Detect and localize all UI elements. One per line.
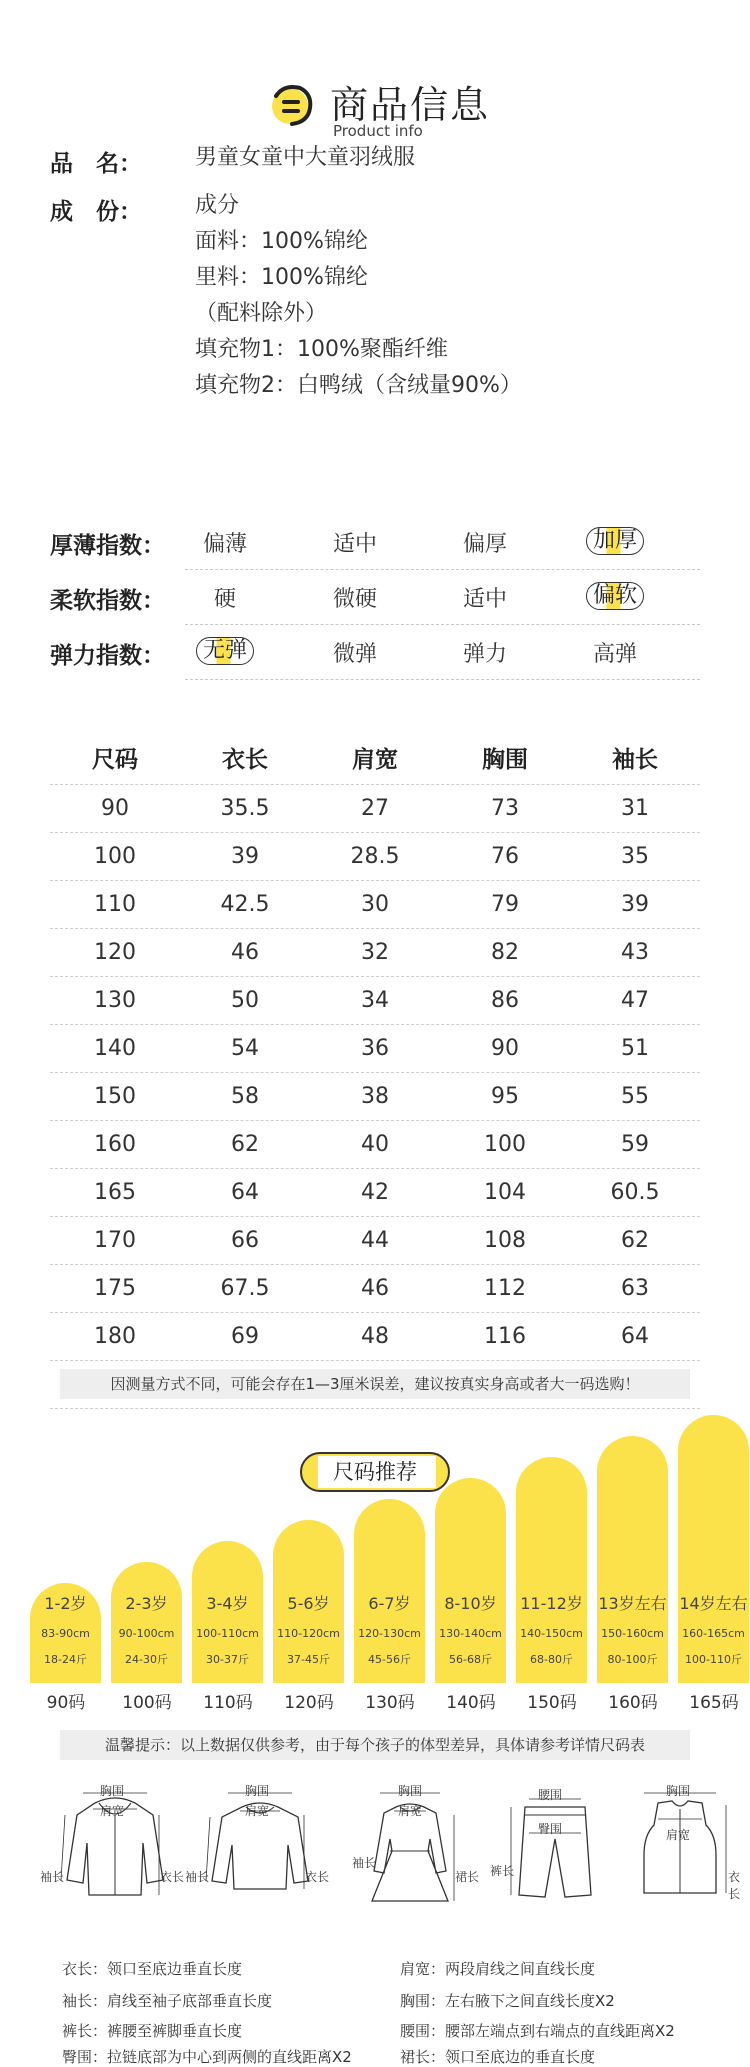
vest-chest-label: 胸围 bbox=[666, 1784, 691, 1798]
composition-line: 里料：100%锦纶 bbox=[195, 265, 368, 290]
composition-line: 填充物1：100%聚酯纤维 bbox=[195, 337, 448, 362]
sweater-chest-label: 胸围 bbox=[245, 1784, 270, 1798]
table-row bbox=[50, 833, 700, 881]
table-row bbox=[50, 1169, 700, 1217]
table-cell: 46 bbox=[361, 1276, 389, 1301]
bar-age-label: 11-12岁 bbox=[520, 1594, 583, 1613]
table-cell: 54 bbox=[231, 1036, 259, 1061]
bar-weight-label: 24-30斤 bbox=[125, 1653, 168, 1666]
bar-height-label: 160-165cm bbox=[682, 1627, 745, 1640]
size-table bbox=[50, 725, 700, 1361]
table-cell: 40 bbox=[361, 1132, 389, 1157]
bar-size-code: 100码 bbox=[122, 1693, 172, 1713]
bar-height-label: 90-100cm bbox=[118, 1627, 175, 1640]
legend-item: 腰围：腰部左端点到右端点的直线距离X2 bbox=[400, 2022, 675, 2040]
elasticity-index-row bbox=[50, 625, 700, 680]
index-option: 适中 bbox=[332, 532, 377, 557]
legend-item: 胸围：左右腋下之间直线长度X2 bbox=[400, 1992, 615, 2010]
table-cell: 120 bbox=[94, 940, 136, 965]
bar-size-code: 120码 bbox=[284, 1693, 334, 1713]
table-row bbox=[50, 785, 700, 833]
index-label: 厚薄指数： bbox=[50, 533, 165, 559]
table-cell: 100 bbox=[484, 1132, 526, 1157]
table-cell: 62 bbox=[231, 1132, 259, 1157]
table-cell: 59 bbox=[621, 1132, 649, 1157]
table-cell: 69 bbox=[231, 1324, 259, 1349]
table-cell: 34 bbox=[361, 988, 389, 1013]
divider bbox=[50, 1408, 700, 1409]
table-cell: 64 bbox=[621, 1324, 649, 1349]
jacket-sleeve-label: 袖长 bbox=[40, 1870, 65, 1884]
table-cell: 73 bbox=[491, 796, 519, 821]
table-row bbox=[50, 1265, 700, 1313]
composition-line: （配料除外） bbox=[195, 301, 328, 326]
pants-diagram bbox=[495, 1785, 615, 1915]
table-cell: 110 bbox=[94, 892, 136, 917]
bar-height-label: 110-120cm bbox=[277, 1627, 340, 1640]
bar-age-label: 6-7岁 bbox=[368, 1594, 411, 1613]
table-cell: 180 bbox=[94, 1324, 136, 1349]
table-cell: 55 bbox=[621, 1084, 649, 1109]
table-row bbox=[50, 1073, 700, 1121]
pants-length-label: 裤长 bbox=[490, 1864, 515, 1878]
warm-tip: 温馨提示：以上数据仅供参考，由于每个孩子的体型差异，具体请参考详情尺码表 bbox=[60, 1730, 690, 1760]
jacket-length-label: 衣长 bbox=[160, 1870, 185, 1884]
bar-size-code: 150码 bbox=[527, 1693, 577, 1713]
index-option-selected: 加厚 bbox=[565, 527, 665, 555]
dress-length-label: 裙长 bbox=[455, 1870, 480, 1884]
bar-weight-label: 30-37斤 bbox=[206, 1653, 249, 1666]
table-cell: 60.5 bbox=[610, 1180, 660, 1205]
table-cell: 112 bbox=[484, 1276, 526, 1301]
table-row bbox=[50, 929, 700, 977]
legend-item: 袖长：肩线至袖子底部垂直长度 bbox=[62, 1992, 273, 2010]
size-bar bbox=[192, 1541, 263, 1683]
table-cell: 130 bbox=[94, 988, 136, 1013]
column-header: 胸围 bbox=[482, 747, 528, 773]
column-header: 袖长 bbox=[612, 747, 658, 773]
bar-age-label: 2-3岁 bbox=[125, 1594, 168, 1613]
measurement-notice: 因测量方式不同，可能会存在1—3厘米误差，建议按真实身高或者大一码选购！ bbox=[60, 1369, 690, 1399]
legend-item: 肩宽：两段肩线之间直线长度 bbox=[400, 1960, 596, 1978]
size-bar bbox=[30, 1583, 101, 1683]
sweater-length-label: 衣长 bbox=[305, 1870, 330, 1884]
size-table-body bbox=[50, 785, 700, 1361]
table-cell: 62 bbox=[621, 1228, 649, 1253]
table-cell: 30 bbox=[361, 892, 389, 917]
table-cell: 86 bbox=[491, 988, 519, 1013]
table-row bbox=[50, 1313, 700, 1361]
index-option-selected: 偏软 bbox=[565, 582, 665, 610]
composition-line: 面料：100%锦纶 bbox=[195, 229, 368, 254]
bar-weight-label: 18-24斤 bbox=[44, 1653, 87, 1666]
page-title: 商品信息 bbox=[330, 83, 491, 127]
index-option: 偏厚 bbox=[462, 532, 507, 557]
product-name-value: 男童女童中大童羽绒服 bbox=[195, 145, 416, 170]
index-option: 高弹 bbox=[592, 642, 637, 667]
table-cell: 116 bbox=[484, 1324, 526, 1349]
table-row bbox=[50, 1025, 700, 1073]
table-cell: 35 bbox=[621, 844, 649, 869]
vest-diagram bbox=[620, 1785, 740, 1915]
index-option: 微弹 bbox=[332, 642, 377, 667]
column-header: 尺码 bbox=[92, 747, 138, 773]
jacket-shoulder-label: 肩宽 bbox=[100, 1804, 125, 1818]
vest-shoulder-label: 肩宽 bbox=[666, 1828, 691, 1842]
sweater-sleeve-label: 袖长 bbox=[185, 1870, 210, 1884]
table-cell: 51 bbox=[621, 1036, 649, 1061]
bar-weight-label: 80-100斤 bbox=[607, 1653, 658, 1666]
bar-weight-label: 45-56斤 bbox=[368, 1653, 411, 1666]
bar-age-label: 14岁左右 bbox=[679, 1594, 748, 1613]
bar-height-label: 150-160cm bbox=[601, 1627, 664, 1640]
column-header: 肩宽 bbox=[352, 747, 398, 773]
bar-size-code: 110码 bbox=[203, 1693, 253, 1713]
table-row bbox=[50, 1217, 700, 1265]
size-bar bbox=[435, 1478, 506, 1683]
jacket-chest-label: 胸围 bbox=[100, 1784, 125, 1798]
bar-age-label: 13岁左右 bbox=[598, 1594, 667, 1613]
thickness-index-row bbox=[50, 515, 700, 570]
table-cell: 46 bbox=[231, 940, 259, 965]
table-cell: 36 bbox=[361, 1036, 389, 1061]
bar-age-label: 1-2岁 bbox=[44, 1594, 87, 1613]
size-bar bbox=[516, 1457, 587, 1683]
product-info-icon bbox=[268, 82, 316, 130]
table-cell: 58 bbox=[231, 1084, 259, 1109]
bar-weight-label: 37-45斤 bbox=[287, 1653, 330, 1666]
dress-shoulder-label: 肩宽 bbox=[398, 1804, 423, 1818]
index-option: 偏薄 bbox=[202, 532, 247, 557]
table-cell: 108 bbox=[484, 1228, 526, 1253]
bar-height-label: 100-110cm bbox=[196, 1627, 259, 1640]
table-cell: 140 bbox=[94, 1036, 136, 1061]
table-cell: 63 bbox=[621, 1276, 649, 1301]
table-cell: 43 bbox=[621, 940, 649, 965]
table-cell: 76 bbox=[491, 844, 519, 869]
legend-item: 臀围：拉链底部为中心到两侧的直线距离X2 bbox=[62, 2048, 352, 2066]
bar-height-label: 83-90cm bbox=[41, 1627, 90, 1640]
index-label: 柔软指数： bbox=[50, 588, 165, 614]
composition-line: 填充物2：白鸭绒（含绒量90%） bbox=[195, 373, 522, 398]
index-option-selected: 无弹 bbox=[175, 637, 275, 665]
table-cell: 165 bbox=[94, 1180, 136, 1205]
bar-height-label: 120-130cm bbox=[358, 1627, 421, 1640]
table-cell: 95 bbox=[491, 1084, 519, 1109]
dress-chest-label: 胸围 bbox=[398, 1784, 423, 1798]
table-cell: 39 bbox=[231, 844, 259, 869]
table-cell: 35.5 bbox=[220, 796, 270, 821]
index-option: 弹力 bbox=[462, 642, 507, 667]
table-cell: 42 bbox=[361, 1180, 389, 1205]
index-label: 弹力指数： bbox=[50, 643, 165, 669]
table-cell: 50 bbox=[231, 988, 259, 1013]
size-bar bbox=[273, 1520, 344, 1683]
bar-weight-label: 56-68斤 bbox=[449, 1653, 492, 1666]
table-cell: 47 bbox=[621, 988, 649, 1013]
bar-age-label: 5-6岁 bbox=[287, 1594, 330, 1613]
legend-item: 裤长：裤腰至裤脚垂直长度 bbox=[62, 2022, 243, 2040]
bar-age-label: 3-4岁 bbox=[206, 1594, 249, 1613]
table-cell: 32 bbox=[361, 940, 389, 965]
index-option: 硬 bbox=[213, 587, 236, 612]
legend-item: 衣长：领口至底边垂直长度 bbox=[62, 1960, 243, 1978]
pants-waist-label: 腰围 bbox=[538, 1788, 563, 1802]
vest-length-label: 衣长 bbox=[728, 1870, 741, 1901]
bar-size-code: 130码 bbox=[365, 1693, 415, 1713]
table-cell: 100 bbox=[94, 844, 136, 869]
bar-weight-label: 68-80斤 bbox=[530, 1653, 573, 1666]
table-cell: 175 bbox=[94, 1276, 136, 1301]
dress-sleeve-label: 袖长 bbox=[352, 1856, 377, 1870]
bar-size-code: 160码 bbox=[608, 1693, 658, 1713]
table-cell: 82 bbox=[491, 940, 519, 965]
table-cell: 170 bbox=[94, 1228, 136, 1253]
bar-height-label: 140-150cm bbox=[520, 1627, 583, 1640]
size-recommend-title: 尺码推荐 bbox=[300, 1452, 450, 1492]
table-cell: 42.5 bbox=[220, 892, 270, 917]
bar-size-code: 140码 bbox=[446, 1693, 496, 1713]
size-bar bbox=[111, 1562, 182, 1683]
bar-size-code: 165码 bbox=[689, 1693, 739, 1713]
table-cell: 38 bbox=[361, 1084, 389, 1109]
table-cell: 104 bbox=[484, 1180, 526, 1205]
table-row bbox=[50, 977, 700, 1025]
bar-age-label: 8-10岁 bbox=[444, 1594, 497, 1613]
product-name-label: 品 名： bbox=[50, 151, 142, 177]
bar-height-label: 130-140cm bbox=[439, 1627, 502, 1640]
sweater-shoulder-label: 肩宽 bbox=[245, 1804, 270, 1818]
table-cell: 39 bbox=[621, 892, 649, 917]
index-option: 适中 bbox=[462, 587, 507, 612]
table-cell: 90 bbox=[101, 796, 129, 821]
table-cell: 79 bbox=[491, 892, 519, 917]
size-bar bbox=[597, 1436, 668, 1683]
table-cell: 64 bbox=[231, 1180, 259, 1205]
index-option: 微硬 bbox=[332, 587, 377, 612]
table-cell: 44 bbox=[361, 1228, 389, 1253]
table-cell: 48 bbox=[361, 1324, 389, 1349]
softness-index-row bbox=[50, 570, 700, 625]
table-cell: 67.5 bbox=[220, 1276, 270, 1301]
table-row bbox=[50, 881, 700, 929]
table-cell: 28.5 bbox=[350, 844, 400, 869]
table-cell: 160 bbox=[94, 1132, 136, 1157]
table-cell: 66 bbox=[231, 1228, 259, 1253]
table-cell: 31 bbox=[621, 796, 649, 821]
column-header: 衣长 bbox=[222, 747, 268, 773]
table-cell: 150 bbox=[94, 1084, 136, 1109]
bar-weight-label: 100-110斤 bbox=[685, 1653, 742, 1666]
composition-line: 成分 bbox=[195, 193, 240, 218]
size-bar bbox=[354, 1499, 425, 1683]
page-subtitle: Product info bbox=[333, 122, 423, 140]
bar-size-code: 90码 bbox=[46, 1693, 86, 1713]
pants-hip-label: 臀围 bbox=[538, 1822, 563, 1836]
legend-item: 裙长：领口至底边的垂直长度 bbox=[400, 2048, 596, 2066]
size-bar bbox=[678, 1415, 749, 1683]
composition-label: 成 份： bbox=[50, 199, 142, 225]
table-row bbox=[50, 1121, 700, 1169]
divider bbox=[185, 679, 700, 680]
size-table-header bbox=[50, 725, 700, 785]
table-cell: 27 bbox=[361, 796, 389, 821]
table-cell: 90 bbox=[491, 1036, 519, 1061]
